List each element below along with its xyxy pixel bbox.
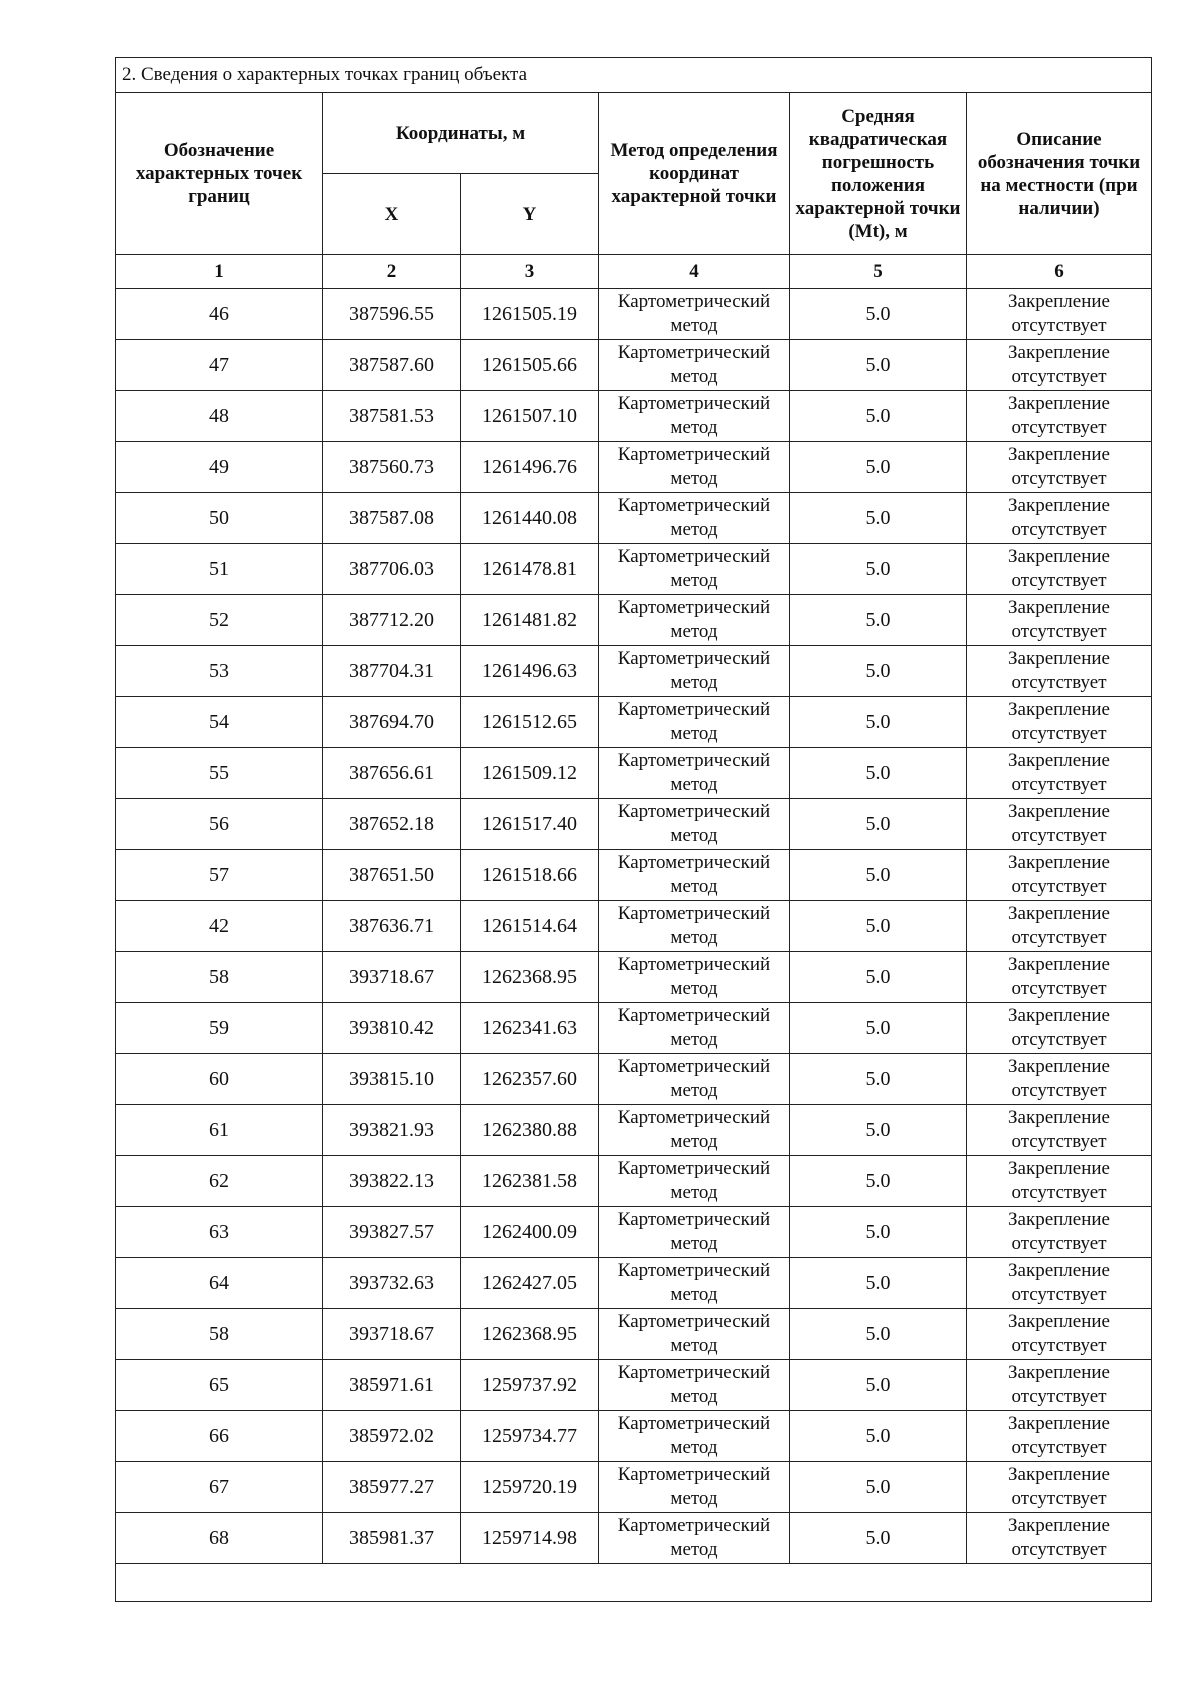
error-cell: 5.0 — [790, 391, 967, 442]
table-row — [116, 391, 1152, 442]
table-row — [116, 697, 1152, 748]
error-cell: 5.0 — [790, 1105, 967, 1156]
point-id-cell: 57 — [116, 850, 323, 901]
method-cell: Картометрический метод — [599, 1258, 790, 1309]
error-cell: 5.0 — [790, 1156, 967, 1207]
y-coordinate-cell: 1262368.95 — [461, 952, 599, 1003]
method-cell: Картометрический метод — [599, 901, 790, 952]
method-cell: Картометрический метод — [599, 1054, 790, 1105]
method-cell: Картометрический метод — [599, 1360, 790, 1411]
method-cell: Картометрический метод — [599, 289, 790, 340]
y-coordinate-cell: 1261478.81 — [461, 544, 599, 595]
y-coordinate-cell: 1261505.19 — [461, 289, 599, 340]
y-coordinate-cell: 1261509.12 — [461, 748, 599, 799]
column-number: 6 — [967, 255, 1152, 289]
x-coordinate-cell: 387581.53 — [323, 391, 461, 442]
description-cell: Закрепление отсутствует — [967, 1258, 1152, 1309]
error-cell: 5.0 — [790, 544, 967, 595]
error-cell: 5.0 — [790, 697, 967, 748]
point-id-cell: 61 — [116, 1105, 323, 1156]
description-cell: Закрепление отсутствует — [967, 1360, 1152, 1411]
description-cell: Закрепление отсутствует — [967, 850, 1152, 901]
y-coordinate-cell: 1261518.66 — [461, 850, 599, 901]
error-cell: 5.0 — [790, 748, 967, 799]
y-coordinate-cell: 1262381.58 — [461, 1156, 599, 1207]
y-coordinate-cell: 1262341.63 — [461, 1003, 599, 1054]
table-row — [116, 1513, 1152, 1564]
point-id-cell: 65 — [116, 1360, 323, 1411]
column-number: 2 — [323, 255, 461, 289]
table-row — [116, 799, 1152, 850]
method-cell: Картометрический метод — [599, 799, 790, 850]
method-cell: Картометрический метод — [599, 493, 790, 544]
x-coordinate-cell: 387704.31 — [323, 646, 461, 697]
error-cell: 5.0 — [790, 289, 967, 340]
error-cell: 5.0 — [790, 646, 967, 697]
point-id-cell: 51 — [116, 544, 323, 595]
description-cell: Закрепление отсутствует — [967, 901, 1152, 952]
y-coordinate-cell: 1262368.95 — [461, 1309, 599, 1360]
description-cell: Закрепление отсутствует — [967, 340, 1152, 391]
error-cell: 5.0 — [790, 901, 967, 952]
table-row — [116, 442, 1152, 493]
description-cell: Закрепление отсутствует — [967, 493, 1152, 544]
y-coordinate-cell: 1261440.08 — [461, 493, 599, 544]
point-id-cell: 49 — [116, 442, 323, 493]
header-method: Метод определения координат характерной точки — [599, 93, 790, 255]
description-cell: Закрепление отсутствует — [967, 697, 1152, 748]
error-cell: 5.0 — [790, 442, 967, 493]
x-coordinate-cell: 393732.63 — [323, 1258, 461, 1309]
x-coordinate-cell: 393822.13 — [323, 1156, 461, 1207]
x-coordinate-cell: 385972.02 — [323, 1411, 461, 1462]
x-coordinate-cell: 393827.57 — [323, 1207, 461, 1258]
point-id-cell: 60 — [116, 1054, 323, 1105]
table-row — [116, 901, 1152, 952]
description-cell: Закрепление отсутствует — [967, 1207, 1152, 1258]
method-cell: Картометрический метод — [599, 391, 790, 442]
description-cell: Закрепление отсутствует — [967, 595, 1152, 646]
description-cell: Закрепление отсутствует — [967, 1105, 1152, 1156]
point-id-cell: 59 — [116, 1003, 323, 1054]
table-row — [116, 493, 1152, 544]
x-coordinate-cell: 393810.42 — [323, 1003, 461, 1054]
error-cell: 5.0 — [790, 952, 967, 1003]
error-cell: 5.0 — [790, 340, 967, 391]
table-row — [116, 1462, 1152, 1513]
description-cell: Закрепление отсутствует — [967, 544, 1152, 595]
y-coordinate-cell: 1261512.65 — [461, 697, 599, 748]
table-row — [116, 1411, 1152, 1462]
error-cell: 5.0 — [790, 1309, 967, 1360]
error-cell: 5.0 — [790, 1258, 967, 1309]
method-cell: Картометрический метод — [599, 952, 790, 1003]
description-cell: Закрепление отсутствует — [967, 1054, 1152, 1105]
point-id-cell: 54 — [116, 697, 323, 748]
method-cell: Картометрический метод — [599, 544, 790, 595]
description-cell: Закрепление отсутствует — [967, 1003, 1152, 1054]
point-id-cell: 66 — [116, 1411, 323, 1462]
column-number: 4 — [599, 255, 790, 289]
point-id-cell: 48 — [116, 391, 323, 442]
method-cell: Картометрический метод — [599, 340, 790, 391]
x-coordinate-cell: 385977.27 — [323, 1462, 461, 1513]
error-cell: 5.0 — [790, 1513, 967, 1564]
x-coordinate-cell: 393821.93 — [323, 1105, 461, 1156]
description-cell: Закрепление отсутствует — [967, 1411, 1152, 1462]
x-coordinate-cell: 387651.50 — [323, 850, 461, 901]
point-id-cell: 67 — [116, 1462, 323, 1513]
x-coordinate-cell: 393718.67 — [323, 1309, 461, 1360]
point-id-cell: 47 — [116, 340, 323, 391]
error-cell: 5.0 — [790, 1360, 967, 1411]
header-y: Y — [461, 174, 599, 255]
y-coordinate-cell: 1261496.63 — [461, 646, 599, 697]
method-cell: Картометрический метод — [599, 748, 790, 799]
header-row-top — [116, 93, 1152, 174]
x-coordinate-cell: 387560.73 — [323, 442, 461, 493]
point-id-cell: 53 — [116, 646, 323, 697]
y-coordinate-cell: 1262357.60 — [461, 1054, 599, 1105]
x-coordinate-cell: 387636.71 — [323, 901, 461, 952]
header-coordinates: Координаты, м — [323, 93, 599, 174]
table-row — [116, 340, 1152, 391]
document-sheet — [115, 57, 1151, 1602]
y-coordinate-cell: 1262380.88 — [461, 1105, 599, 1156]
boundary-points-table — [115, 57, 1152, 1602]
table-row — [116, 1258, 1152, 1309]
x-coordinate-cell: 387587.60 — [323, 340, 461, 391]
column-number: 3 — [461, 255, 599, 289]
error-cell: 5.0 — [790, 1207, 967, 1258]
x-coordinate-cell: 387656.61 — [323, 748, 461, 799]
point-id-cell: 62 — [116, 1156, 323, 1207]
header-designation: Обозначение характерных точек границ — [116, 93, 323, 255]
point-id-cell: 56 — [116, 799, 323, 850]
method-cell: Картометрический метод — [599, 1156, 790, 1207]
method-cell: Картометрический метод — [599, 1207, 790, 1258]
y-coordinate-cell: 1262427.05 — [461, 1258, 599, 1309]
table-row — [116, 1054, 1152, 1105]
description-cell: Закрепление отсутствует — [967, 1309, 1152, 1360]
section-title: 2. Сведения о характерных точках границ объекта — [116, 58, 1152, 93]
point-id-cell: 68 — [116, 1513, 323, 1564]
y-coordinate-cell: 1262400.09 — [461, 1207, 599, 1258]
table-row — [116, 1105, 1152, 1156]
description-cell: Закрепление отсутствует — [967, 748, 1152, 799]
error-cell: 5.0 — [790, 595, 967, 646]
description-cell: Закрепление отсутствует — [967, 391, 1152, 442]
description-cell: Закрепление отсутствует — [967, 799, 1152, 850]
error-cell: 5.0 — [790, 1054, 967, 1105]
x-coordinate-cell: 387712.20 — [323, 595, 461, 646]
y-coordinate-cell: 1259734.77 — [461, 1411, 599, 1462]
method-cell: Картометрический метод — [599, 1105, 790, 1156]
description-cell: Закрепление отсутствует — [967, 442, 1152, 493]
y-coordinate-cell: 1261517.40 — [461, 799, 599, 850]
y-coordinate-cell: 1261496.76 — [461, 442, 599, 493]
point-id-cell: 58 — [116, 1309, 323, 1360]
table-row — [116, 1360, 1152, 1411]
method-cell: Картометрический метод — [599, 595, 790, 646]
x-coordinate-cell: 387596.55 — [323, 289, 461, 340]
method-cell: Картометрический метод — [599, 646, 790, 697]
empty-row — [116, 1564, 1152, 1602]
caption-row — [116, 58, 1152, 93]
x-coordinate-cell: 387587.08 — [323, 493, 461, 544]
table-row — [116, 1309, 1152, 1360]
y-coordinate-cell: 1261505.66 — [461, 340, 599, 391]
table-row — [116, 850, 1152, 901]
point-id-cell: 55 — [116, 748, 323, 799]
description-cell: Закрепление отсутствует — [967, 1156, 1152, 1207]
x-coordinate-cell: 385981.37 — [323, 1513, 461, 1564]
description-cell: Закрепление отсутствует — [967, 1462, 1152, 1513]
method-cell: Картометрический метод — [599, 1513, 790, 1564]
x-coordinate-cell: 393718.67 — [323, 952, 461, 1003]
method-cell: Картометрический метод — [599, 1309, 790, 1360]
header-error: Средняя квадратическая погрешность положения характерной точки (Mt), м — [790, 93, 967, 255]
point-id-cell: 52 — [116, 595, 323, 646]
point-id-cell: 64 — [116, 1258, 323, 1309]
table-row — [116, 544, 1152, 595]
x-coordinate-cell: 387706.03 — [323, 544, 461, 595]
point-id-cell: 50 — [116, 493, 323, 544]
y-coordinate-cell: 1261507.10 — [461, 391, 599, 442]
description-cell: Закрепление отсутствует — [967, 646, 1152, 697]
error-cell: 5.0 — [790, 1462, 967, 1513]
table-row — [116, 952, 1152, 1003]
error-cell: 5.0 — [790, 1003, 967, 1054]
error-cell: 5.0 — [790, 799, 967, 850]
method-cell: Картометрический метод — [599, 1003, 790, 1054]
table-row — [116, 748, 1152, 799]
header-x: X — [323, 174, 461, 255]
description-cell: Закрепление отсутствует — [967, 289, 1152, 340]
y-coordinate-cell: 1259737.92 — [461, 1360, 599, 1411]
table-row — [116, 646, 1152, 697]
method-cell: Картометрический метод — [599, 697, 790, 748]
x-coordinate-cell: 387652.18 — [323, 799, 461, 850]
y-coordinate-cell: 1261481.82 — [461, 595, 599, 646]
table-row — [116, 1003, 1152, 1054]
header-description: Описание обозначения точки на местности (при наличии) — [967, 93, 1152, 255]
table-row — [116, 289, 1152, 340]
description-cell: Закрепление отсутствует — [967, 952, 1152, 1003]
y-coordinate-cell: 1259720.19 — [461, 1462, 599, 1513]
point-id-cell: 58 — [116, 952, 323, 1003]
method-cell: Картометрический метод — [599, 1462, 790, 1513]
point-id-cell: 63 — [116, 1207, 323, 1258]
method-cell: Картометрический метод — [599, 442, 790, 493]
point-id-cell: 42 — [116, 901, 323, 952]
table-row — [116, 595, 1152, 646]
column-number-row — [116, 255, 1152, 289]
table-row — [116, 1156, 1152, 1207]
x-coordinate-cell: 387694.70 — [323, 697, 461, 748]
empty-cell — [116, 1564, 1152, 1602]
description-cell: Закрепление отсутствует — [967, 1513, 1152, 1564]
error-cell: 5.0 — [790, 1411, 967, 1462]
point-id-cell: 46 — [116, 289, 323, 340]
column-number: 5 — [790, 255, 967, 289]
y-coordinate-cell: 1259714.98 — [461, 1513, 599, 1564]
method-cell: Картометрический метод — [599, 1411, 790, 1462]
x-coordinate-cell: 385971.61 — [323, 1360, 461, 1411]
method-cell: Картометрический метод — [599, 850, 790, 901]
error-cell: 5.0 — [790, 493, 967, 544]
x-coordinate-cell: 393815.10 — [323, 1054, 461, 1105]
column-number: 1 — [116, 255, 323, 289]
error-cell: 5.0 — [790, 850, 967, 901]
y-coordinate-cell: 1261514.64 — [461, 901, 599, 952]
table-row — [116, 1207, 1152, 1258]
